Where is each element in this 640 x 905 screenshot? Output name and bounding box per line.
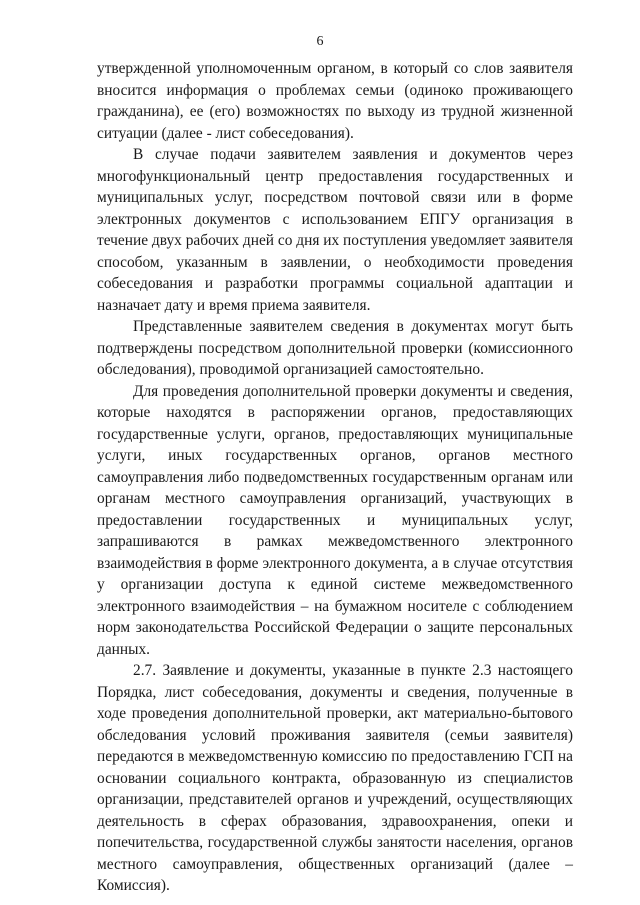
paragraph-interagency-request: Для проведения дополнительной проверки документы и сведения, которые находятся в распоряжении органов, предоставляющих государственные услуги, органов, предоставляющих муниципальные услуги, иных государственных органов, органов местного самоуправления либо подведомственных государственным органам или органам местного самоуправления организаций, участвующих в предоставлении государственных и муниципальных услуг, запрашиваются в рамках межведомственного электронного взаимодействия в форме электронного документа, а в случае отсутствия у организации доступа к единой системе межведомственного электронного взаимодействия – на бумажном носителе с соблюдением норм законодательства Российской Федерации о защите персональных данных. (97, 382, 573, 658)
paragraph-continuation: утвержденной уполномоченным органом, в который со слов заявителя вносится информация о проблемах семьи (одиноко проживающего гражданина), ее (его) возможностях по выходу из трудной жизненной ситуации (далее - лист собеседования). (97, 60, 573, 142)
paragraph-submission-notice: В случае подачи заявителем заявления и документов через многофункциональный центр предоставления государственных и муниципальных услуг, посредством почтовой связи или в форме электронных документов с использованием ЕПГУ организация в течение двух рабочих дней со дня их поступления уведомляет заявителя способом, указанным в заявлении, о необходимости проведения собеседования и разработки программы социальной адаптации и назначает дату и время приема заявителя. (97, 146, 573, 314)
page-number: 6 (316, 34, 324, 49)
paragraph-additional-check: Представленные заявителем сведения в документах могут быть подтверждены посредством дополнительной проверки (комиссионного обследования), проводимой организацией самостоятельно. (97, 318, 573, 378)
paragraph-2-7-commission: 2.7. Заявление и документы, указанные в пункте 2.3 настоящего Порядка, лист собеседования, документы и сведения, полученные в ходе проведения дополнительной проверки, акт материально-бытового обследования условий проживания заявителя (семьи заявителя) передаются в межведомственную комиссию по предоставлению ГСП на основании социального контракта, образованную из специалистов организации, представителей органов и учреждений, осуществляющих деятельность в сферах образования, здравоохранения, опеки и попечительства, государственной службы занятости населения, органов местного самоуправления, общественных организаций (далее – Комиссия). (97, 662, 573, 894)
body-text (97, 58, 573, 897)
